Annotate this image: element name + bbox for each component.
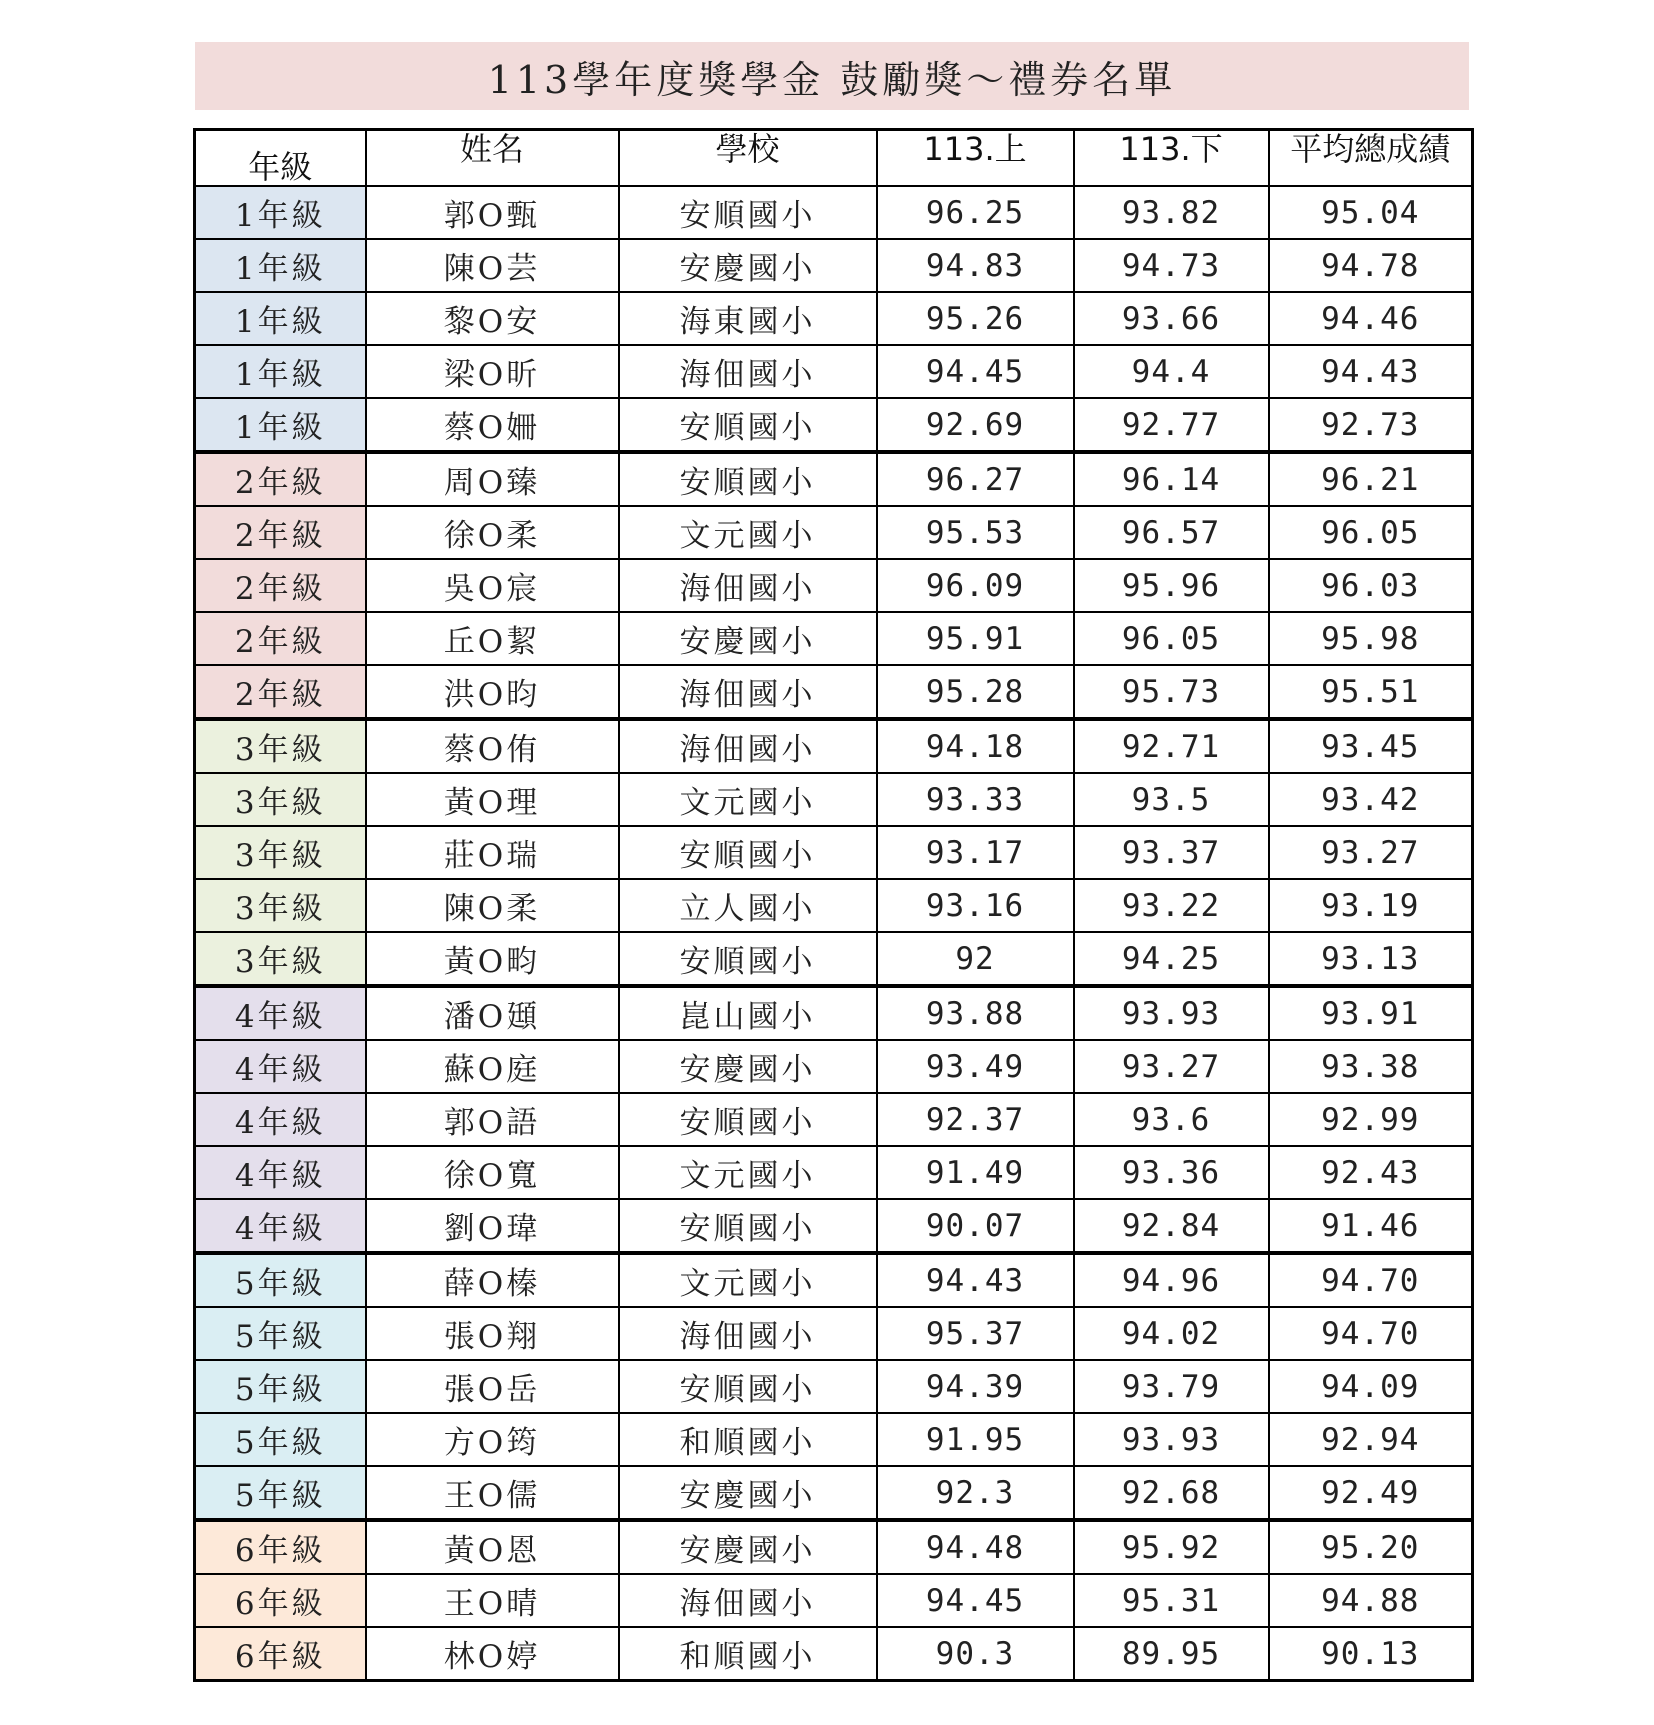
grade-cell: 2年級	[195, 665, 366, 719]
second-semester-score-cell: 89.95	[1074, 1627, 1269, 1681]
average-score-cell: 94.70	[1269, 1307, 1473, 1360]
average-score-cell: 92.99	[1269, 1093, 1473, 1146]
first-semester-score-cell: 96.27	[877, 452, 1074, 506]
school-cell: 文元國小	[619, 1146, 877, 1199]
second-semester-score-cell: 93.79	[1074, 1360, 1269, 1413]
table-row	[195, 1146, 1473, 1199]
second-semester-score-cell: 94.02	[1074, 1307, 1269, 1360]
average-score-cell: 93.19	[1269, 879, 1473, 932]
grade-cell: 2年級	[195, 559, 366, 612]
student-name-cell: 方O筠	[366, 1413, 619, 1466]
first-semester-score-cell: 92.3	[877, 1466, 1074, 1520]
average-score-cell: 96.21	[1269, 452, 1473, 506]
school-cell: 安慶國小	[619, 1466, 877, 1520]
table-row	[195, 1093, 1473, 1146]
table-row	[195, 292, 1473, 345]
first-semester-score-cell: 93.49	[877, 1040, 1074, 1093]
average-score-cell: 96.05	[1269, 506, 1473, 559]
table-row	[195, 879, 1473, 932]
first-semester-score-cell: 96.09	[877, 559, 1074, 612]
average-score-cell: 92.49	[1269, 1466, 1473, 1520]
first-semester-score-cell: 95.26	[877, 292, 1074, 345]
second-semester-score-cell: 93.93	[1074, 1413, 1269, 1466]
first-semester-score-cell: 95.28	[877, 665, 1074, 719]
student-name-cell: 蔡O侑	[366, 719, 619, 773]
school-cell: 安順國小	[619, 932, 877, 986]
grade-cell: 1年級	[195, 345, 366, 398]
first-semester-score-cell: 94.18	[877, 719, 1074, 773]
first-semester-score-cell: 95.37	[877, 1307, 1074, 1360]
header-grade: 年級	[195, 130, 366, 187]
average-score-cell: 94.78	[1269, 239, 1473, 292]
second-semester-score-cell: 93.6	[1074, 1093, 1269, 1146]
second-semester-score-cell: 94.73	[1074, 239, 1269, 292]
average-score-cell: 93.13	[1269, 932, 1473, 986]
header-average: 平均總成績	[1269, 130, 1473, 187]
school-cell: 海佃國小	[619, 559, 877, 612]
header-second-semester: 113.下	[1074, 130, 1269, 187]
average-score-cell: 94.70	[1269, 1253, 1473, 1307]
grade-cell: 3年級	[195, 826, 366, 879]
average-score-cell: 92.94	[1269, 1413, 1473, 1466]
student-name-cell: 莊O瑞	[366, 826, 619, 879]
school-cell: 安順國小	[619, 1093, 877, 1146]
header-school: 學校	[619, 130, 877, 187]
student-name-cell: 黃O理	[366, 773, 619, 826]
table-row	[195, 1253, 1473, 1307]
student-name-cell: 梁O昕	[366, 345, 619, 398]
table-row	[195, 826, 1473, 879]
first-semester-score-cell: 96.25	[877, 186, 1074, 239]
school-cell: 文元國小	[619, 1253, 877, 1307]
second-semester-score-cell: 92.71	[1074, 719, 1269, 773]
student-name-cell: 蘇O庭	[366, 1040, 619, 1093]
second-semester-score-cell: 94.96	[1074, 1253, 1269, 1307]
grade-cell: 5年級	[195, 1360, 366, 1413]
first-semester-score-cell: 94.43	[877, 1253, 1074, 1307]
table-row	[195, 452, 1473, 506]
school-cell: 海東國小	[619, 292, 877, 345]
school-cell: 安順國小	[619, 186, 877, 239]
first-semester-score-cell: 94.48	[877, 1520, 1074, 1574]
student-name-cell: 黎O安	[366, 292, 619, 345]
grade-cell: 6年級	[195, 1520, 366, 1574]
first-semester-score-cell: 95.53	[877, 506, 1074, 559]
second-semester-score-cell: 96.05	[1074, 612, 1269, 665]
second-semester-score-cell: 95.96	[1074, 559, 1269, 612]
first-semester-score-cell: 90.07	[877, 1199, 1074, 1253]
average-score-cell: 95.04	[1269, 186, 1473, 239]
first-semester-score-cell: 92.69	[877, 398, 1074, 452]
table-row	[195, 1307, 1473, 1360]
first-semester-score-cell: 94.45	[877, 1574, 1074, 1627]
second-semester-score-cell: 92.84	[1074, 1199, 1269, 1253]
grade-cell: 3年級	[195, 773, 366, 826]
grade-cell: 5年級	[195, 1253, 366, 1307]
first-semester-score-cell: 95.91	[877, 612, 1074, 665]
school-cell: 文元國小	[619, 506, 877, 559]
grade-cell: 5年級	[195, 1466, 366, 1520]
student-name-cell: 徐O柔	[366, 506, 619, 559]
grade-cell: 5年級	[195, 1413, 366, 1466]
grade-cell: 1年級	[195, 398, 366, 452]
student-name-cell: 劉O瑋	[366, 1199, 619, 1253]
second-semester-score-cell: 96.14	[1074, 452, 1269, 506]
second-semester-score-cell: 93.37	[1074, 826, 1269, 879]
average-score-cell: 91.46	[1269, 1199, 1473, 1253]
grade-cell: 6年級	[195, 1627, 366, 1681]
student-name-cell: 丘O絜	[366, 612, 619, 665]
school-cell: 海佃國小	[619, 1307, 877, 1360]
first-semester-score-cell: 92	[877, 932, 1074, 986]
table-body	[195, 186, 1473, 1681]
grade-cell: 2年級	[195, 452, 366, 506]
school-cell: 海佃國小	[619, 1574, 877, 1627]
student-name-cell: 徐O寬	[366, 1146, 619, 1199]
table-row	[195, 398, 1473, 452]
student-name-cell: 周O臻	[366, 452, 619, 506]
table-row	[195, 506, 1473, 559]
second-semester-score-cell: 93.82	[1074, 186, 1269, 239]
average-score-cell: 94.88	[1269, 1574, 1473, 1627]
average-score-cell: 93.38	[1269, 1040, 1473, 1093]
second-semester-score-cell: 95.73	[1074, 665, 1269, 719]
school-cell: 安慶國小	[619, 1040, 877, 1093]
second-semester-score-cell: 93.22	[1074, 879, 1269, 932]
second-semester-score-cell: 94.4	[1074, 345, 1269, 398]
second-semester-score-cell: 93.36	[1074, 1146, 1269, 1199]
second-semester-score-cell: 96.57	[1074, 506, 1269, 559]
student-name-cell: 洪O昀	[366, 665, 619, 719]
header-first-semester: 113.上	[877, 130, 1074, 187]
first-semester-score-cell: 93.17	[877, 826, 1074, 879]
second-semester-score-cell: 93.27	[1074, 1040, 1269, 1093]
first-semester-score-cell: 94.83	[877, 239, 1074, 292]
grade-cell: 1年級	[195, 292, 366, 345]
student-name-cell: 張O岳	[366, 1360, 619, 1413]
student-name-cell: 黃O畇	[366, 932, 619, 986]
grade-cell: 4年級	[195, 986, 366, 1040]
table-row	[195, 559, 1473, 612]
school-cell: 安慶國小	[619, 239, 877, 292]
first-semester-score-cell: 92.37	[877, 1093, 1074, 1146]
table-row	[195, 1520, 1473, 1574]
student-name-cell: 黃O恩	[366, 1520, 619, 1574]
school-cell: 安順國小	[619, 826, 877, 879]
student-name-cell: 蔡O姍	[366, 398, 619, 452]
table-row	[195, 986, 1473, 1040]
first-semester-score-cell: 91.95	[877, 1413, 1074, 1466]
school-cell: 和順國小	[619, 1627, 877, 1681]
second-semester-score-cell: 93.66	[1074, 292, 1269, 345]
table-row	[195, 932, 1473, 986]
school-cell: 安慶國小	[619, 612, 877, 665]
second-semester-score-cell: 92.77	[1074, 398, 1269, 452]
student-name-cell: 張O翔	[366, 1307, 619, 1360]
first-semester-score-cell: 91.49	[877, 1146, 1074, 1199]
average-score-cell: 95.20	[1269, 1520, 1473, 1574]
header-name: 姓名	[366, 130, 619, 187]
student-name-cell: 郭O語	[366, 1093, 619, 1146]
student-name-cell: 郭O甄	[366, 186, 619, 239]
grade-cell: 1年級	[195, 239, 366, 292]
school-cell: 立人國小	[619, 879, 877, 932]
school-cell: 和順國小	[619, 1413, 877, 1466]
average-score-cell: 92.73	[1269, 398, 1473, 452]
average-score-cell: 92.43	[1269, 1146, 1473, 1199]
school-cell: 海佃國小	[619, 719, 877, 773]
table-row	[195, 612, 1473, 665]
average-score-cell: 93.45	[1269, 719, 1473, 773]
second-semester-score-cell: 92.68	[1074, 1466, 1269, 1520]
grade-cell: 3年級	[195, 879, 366, 932]
second-semester-score-cell: 94.25	[1074, 932, 1269, 986]
average-score-cell: 94.09	[1269, 1360, 1473, 1413]
second-semester-score-cell: 95.31	[1074, 1574, 1269, 1627]
grade-cell: 4年級	[195, 1040, 366, 1093]
second-semester-score-cell: 93.93	[1074, 986, 1269, 1040]
table-row	[195, 345, 1473, 398]
student-name-cell: 陳O柔	[366, 879, 619, 932]
school-cell: 安順國小	[619, 398, 877, 452]
table-row	[195, 186, 1473, 239]
student-name-cell: 吳O宸	[366, 559, 619, 612]
grade-cell: 3年級	[195, 719, 366, 773]
school-cell: 崑山國小	[619, 986, 877, 1040]
school-cell: 文元國小	[619, 773, 877, 826]
table-row	[195, 665, 1473, 719]
grade-cell: 1年級	[195, 186, 366, 239]
first-semester-score-cell: 94.39	[877, 1360, 1074, 1413]
grade-cell: 2年級	[195, 506, 366, 559]
grade-cell: 6年級	[195, 1574, 366, 1627]
school-cell: 安慶國小	[619, 1520, 877, 1574]
table-row	[195, 1627, 1473, 1681]
second-semester-score-cell: 93.5	[1074, 773, 1269, 826]
student-name-cell: 林O婷	[366, 1627, 619, 1681]
student-name-cell: 潘O頲	[366, 986, 619, 1040]
average-score-cell: 93.91	[1269, 986, 1473, 1040]
grade-cell: 3年級	[195, 932, 366, 986]
average-score-cell: 96.03	[1269, 559, 1473, 612]
page-title: 113學年度獎學金 鼓勵獎～禮券名單	[195, 42, 1469, 110]
first-semester-score-cell: 94.45	[877, 345, 1074, 398]
scholarship-table	[193, 128, 1474, 1682]
table-row	[195, 773, 1473, 826]
grade-cell: 4年級	[195, 1093, 366, 1146]
average-score-cell: 90.13	[1269, 1627, 1473, 1681]
school-cell: 安順國小	[619, 1199, 877, 1253]
average-score-cell: 93.27	[1269, 826, 1473, 879]
student-name-cell: 王O晴	[366, 1574, 619, 1627]
table-row	[195, 1360, 1473, 1413]
student-name-cell: 王O儒	[366, 1466, 619, 1520]
second-semester-score-cell: 95.92	[1074, 1520, 1269, 1574]
average-score-cell: 95.51	[1269, 665, 1473, 719]
grade-cell: 5年級	[195, 1307, 366, 1360]
average-score-cell: 94.43	[1269, 345, 1473, 398]
table-row	[195, 1413, 1473, 1466]
table-row	[195, 1040, 1473, 1093]
grade-cell: 4年級	[195, 1199, 366, 1253]
table-row	[195, 719, 1473, 773]
first-semester-score-cell: 93.88	[877, 986, 1074, 1040]
grade-cell: 4年級	[195, 1146, 366, 1199]
table-row	[195, 1199, 1473, 1253]
average-score-cell: 93.42	[1269, 773, 1473, 826]
average-score-cell: 95.98	[1269, 612, 1473, 665]
average-score-cell: 94.46	[1269, 292, 1473, 345]
table-header-row	[195, 130, 1473, 187]
school-cell: 海佃國小	[619, 345, 877, 398]
grade-cell: 2年級	[195, 612, 366, 665]
school-cell: 安順國小	[619, 452, 877, 506]
table-row	[195, 1466, 1473, 1520]
first-semester-score-cell: 93.33	[877, 773, 1074, 826]
school-cell: 海佃國小	[619, 665, 877, 719]
table-row	[195, 1574, 1473, 1627]
first-semester-score-cell: 93.16	[877, 879, 1074, 932]
student-name-cell: 薛O榛	[366, 1253, 619, 1307]
table-row	[195, 239, 1473, 292]
first-semester-score-cell: 90.3	[877, 1627, 1074, 1681]
student-name-cell: 陳O芸	[366, 239, 619, 292]
school-cell: 安順國小	[619, 1360, 877, 1413]
